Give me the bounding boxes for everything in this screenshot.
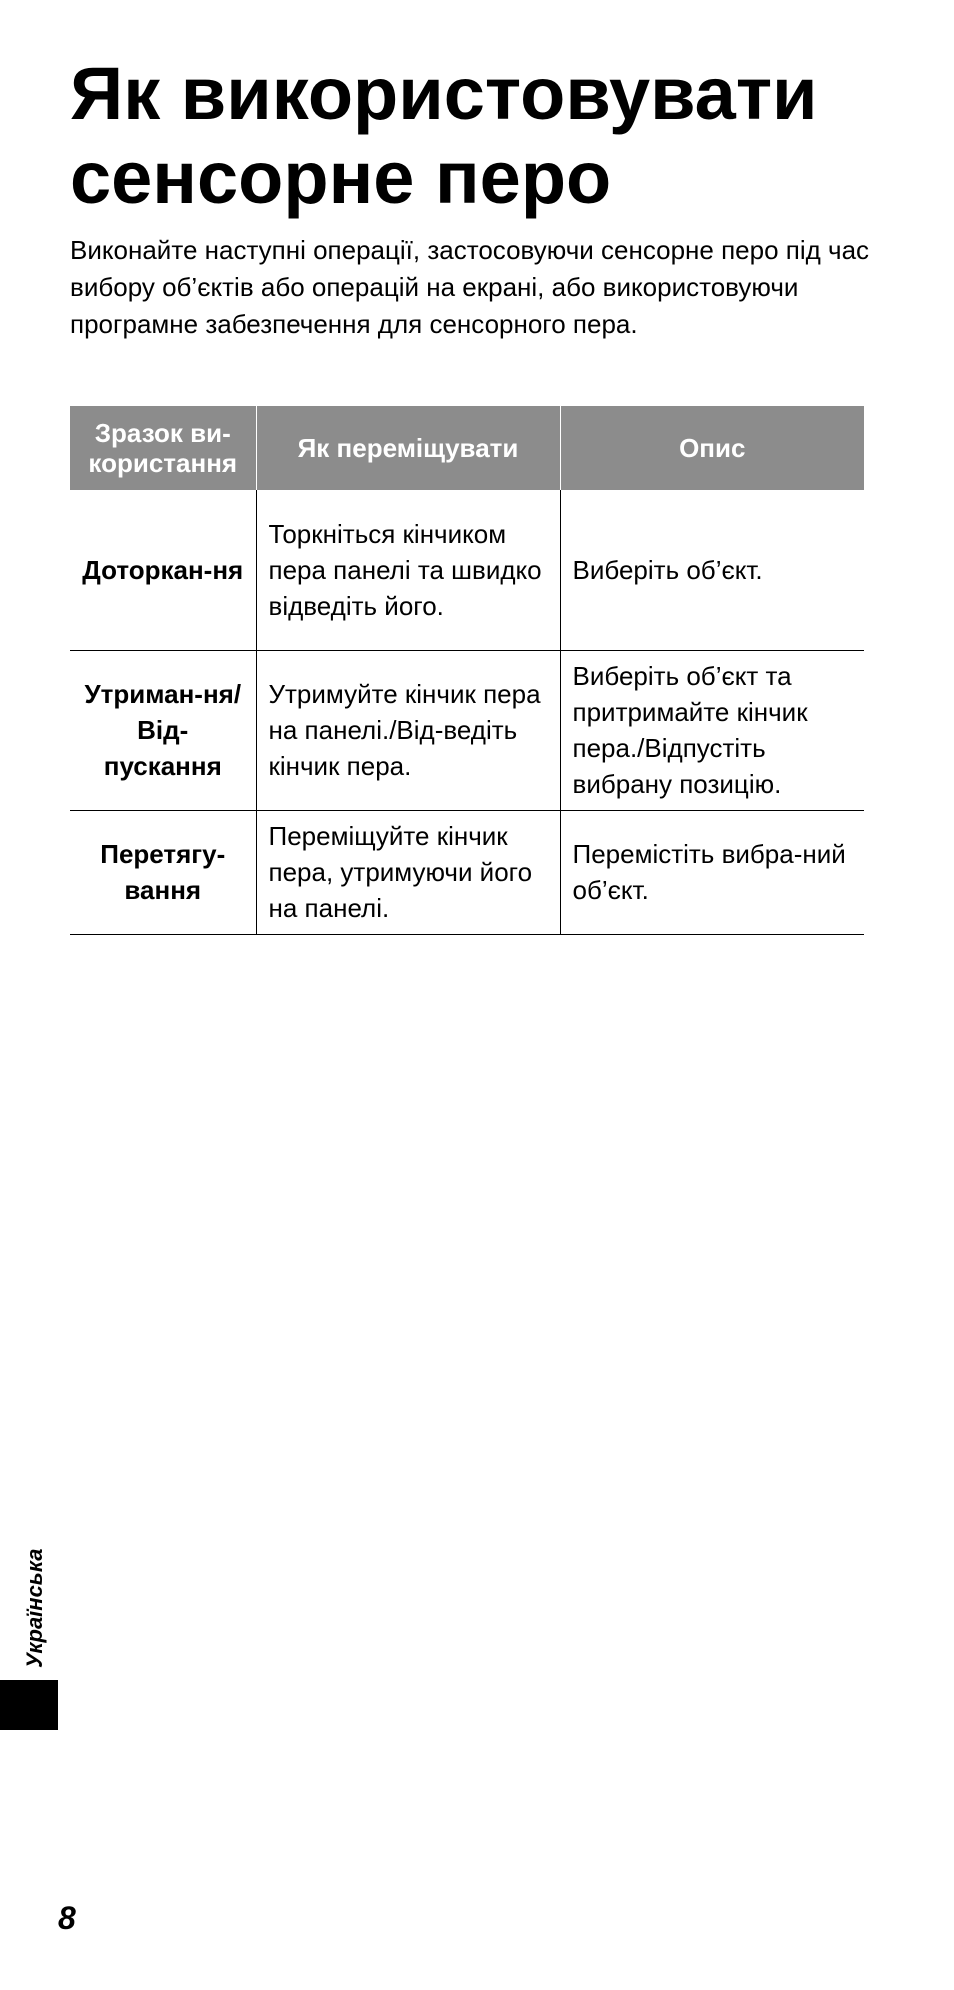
table-row bbox=[70, 810, 864, 934]
page-number: 8 bbox=[58, 1900, 76, 1936]
language-label-text: Українська bbox=[22, 1548, 47, 1668]
language-tab-marker bbox=[0, 1680, 58, 1730]
intro-paragraph: Виконайте наступні операції, застосовуючи сенсорне перо під час вибору об’єктів або операцій на екрані, або використовуючи програмне забезпечення для сенсорного пера. bbox=[70, 235, 870, 339]
language-tab-label bbox=[22, 1528, 62, 1668]
row-how-to-move: Торкніться кінчиком пера панелі та швидко відведіть його. bbox=[256, 490, 560, 650]
pen-usage-table bbox=[70, 406, 864, 935]
table-row bbox=[70, 650, 864, 810]
row-usage-name: Утриман-ня/Від-пускання bbox=[70, 650, 256, 810]
row-usage-name: Доторкан-ня bbox=[70, 490, 256, 650]
header-description: Опис bbox=[560, 406, 864, 490]
header-how-to-move: Як переміщувати bbox=[256, 406, 560, 490]
row-description: Виберіть об’єкт. bbox=[560, 490, 864, 650]
row-how-to-move: Переміщуйте кінчик пера, утримуючи його на панелі. bbox=[256, 810, 560, 934]
row-usage-name: Перетягу-вання bbox=[70, 810, 256, 934]
table-header-row bbox=[70, 406, 864, 490]
header-usage-example: Зразок ви-користання bbox=[70, 406, 256, 490]
table-row bbox=[70, 490, 864, 650]
row-description: Виберіть об’єкт та притримайте кінчик пера./Відпустіть вибрану позицію. bbox=[560, 650, 864, 810]
page-title: Як використовувати сенсорне перо bbox=[70, 52, 818, 219]
row-description: Перемістіть вибра-ний об’єкт. bbox=[560, 810, 864, 934]
row-how-to-move: Утримуйте кінчик пера на панелі./Від-ведіть кінчик пера. bbox=[256, 650, 560, 810]
